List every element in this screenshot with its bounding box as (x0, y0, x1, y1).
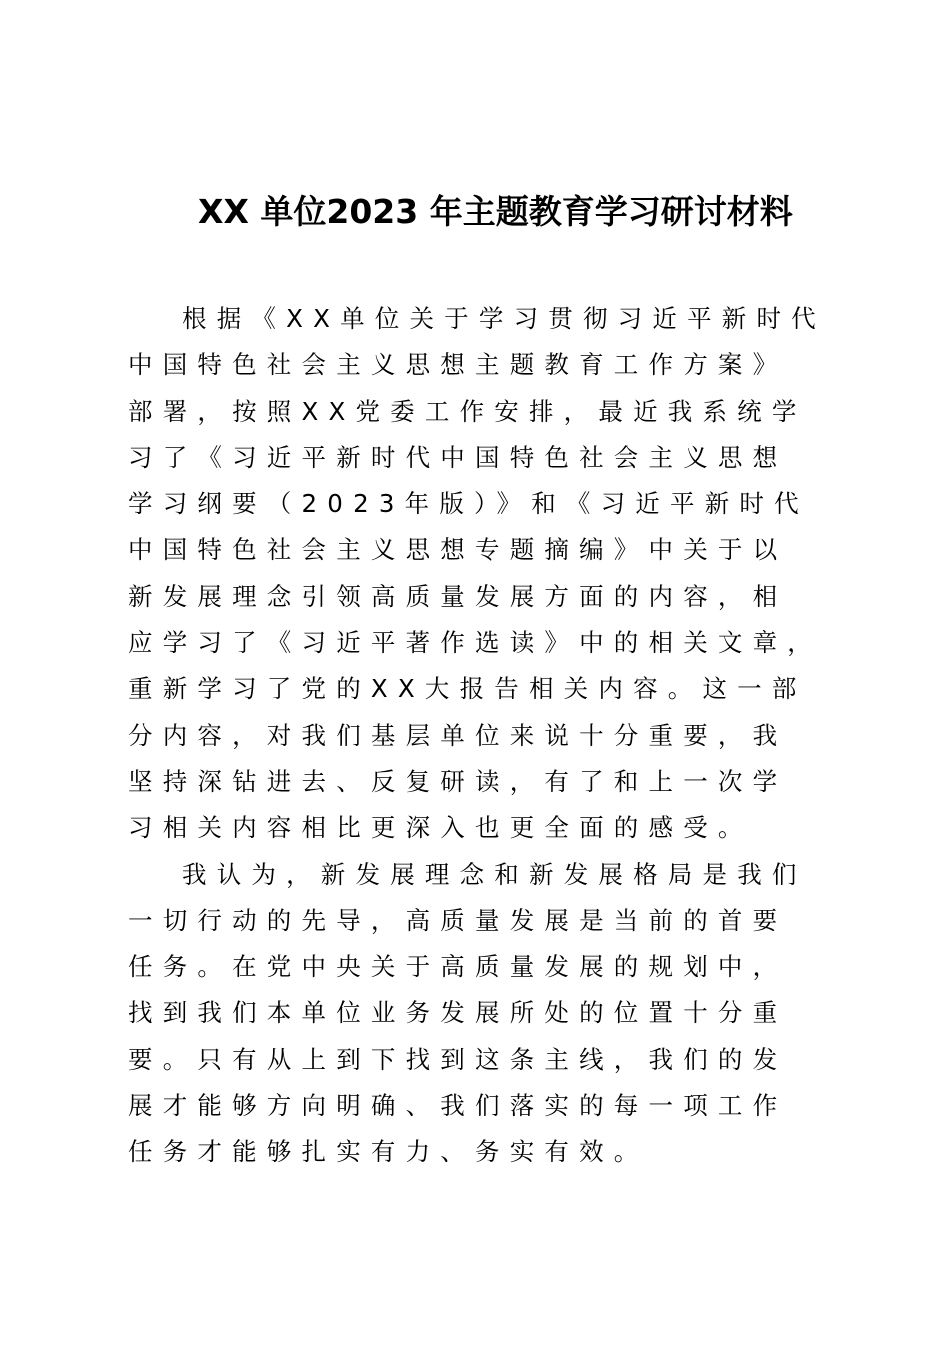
paragraph-1-line-5: 学习纲要（2023年版）》和《习近平新时代 (128, 489, 809, 519)
paragraph-1-line-12: 习相关内容相比更深入也更全面的感受。 (128, 813, 753, 843)
paragraph-1-line-1: 根据《XX单位关于学习贯彻习近平新时代 (182, 304, 826, 333)
paragraph-2-line-4: 找到我们本单位业务发展所处的位置十分重 (128, 998, 788, 1028)
paragraph-2-line-5: 要。只有从上到下找到这条主线，我们的发 (128, 1044, 788, 1074)
paragraph-1-line-2: 中国特色社会主义思想主题教育工作方案》 (128, 350, 788, 380)
paragraph-2-line-3: 任务。在党中央关于高质量发展的规划中， (128, 952, 788, 982)
document-body (128, 296, 828, 1176)
paragraph-1-line-6: 中国特色社会主义思想专题摘编》中关于以 (128, 535, 788, 565)
paragraph-2-line-2: 一切行动的先导，高质量发展是当前的首要 (128, 905, 788, 935)
paragraph-1-line-4: 习了《习近平新时代中国特色社会主义思想 (128, 442, 788, 472)
paragraph-2-line-6: 展才能够方向明确、我们落实的每一项工作 (128, 1091, 788, 1121)
paragraph-1-line-8: 应学习了《习近平著作选读》中的相关文章， (128, 628, 822, 658)
paragraph-1-line-9: 重新学习了党的XX大报告相关内容。这一部 (128, 674, 807, 704)
paragraph-1-line-10: 分内容，对我们基层单位来说十分重要，我 (128, 720, 788, 750)
paragraph-1-line-11: 坚持深钻进去、反复研读，有了和上一次学 (128, 766, 788, 796)
paragraph-1-line-3: 部署，按照XX党委工作安排，最近我系统学 (128, 396, 807, 426)
paragraph-2-line-1: 我认为，新发展理念和新发展格局是我们 (182, 859, 807, 889)
paragraph-1-line-7: 新发展理念引领高质量发展方面的内容，相 (128, 581, 788, 611)
paragraph-2-line-7: 任务才能够扎实有力、务实有效。 (128, 1137, 649, 1167)
document-title: XX 单位2023 年主题教育学习研讨材料 (198, 192, 793, 231)
